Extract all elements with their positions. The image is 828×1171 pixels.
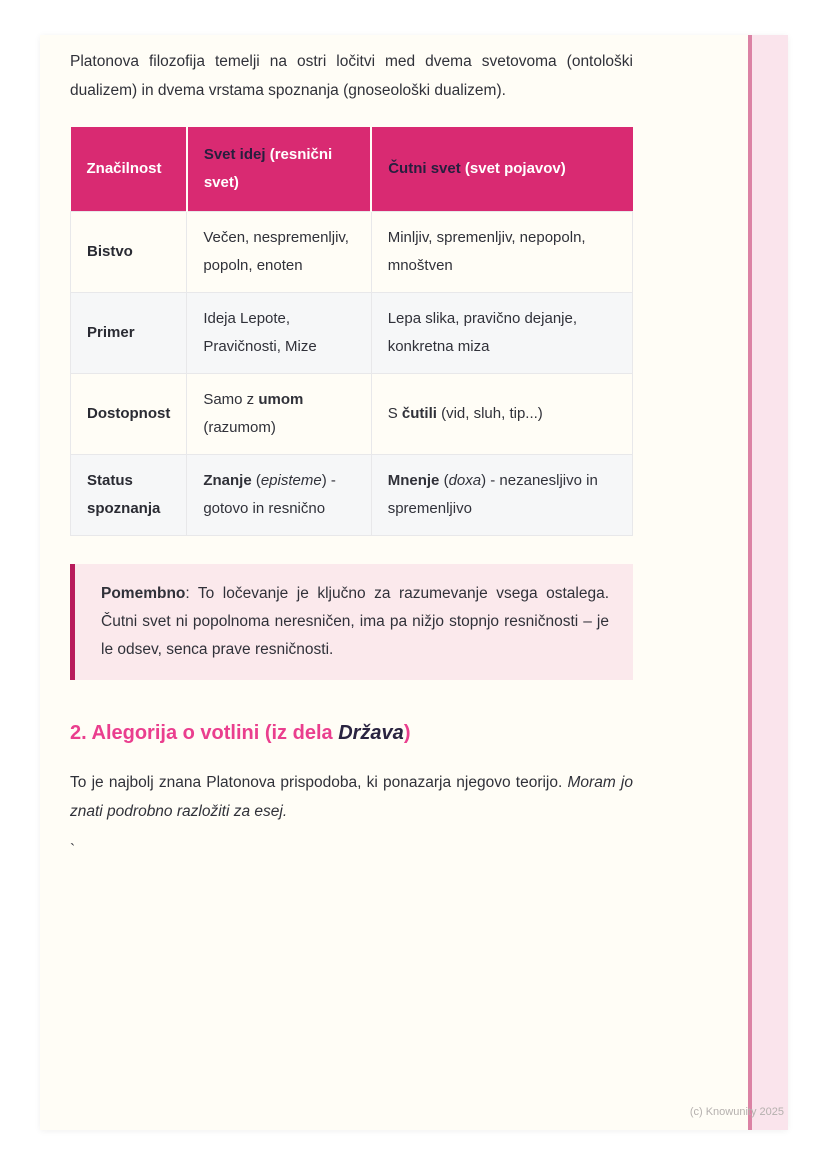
header-cell-znacilnost bbox=[71, 127, 187, 212]
header-cell-cutni-svet bbox=[371, 127, 632, 212]
cell-primer-cutni: Lepa slika, pravično dejanje, konkretna miza bbox=[371, 293, 632, 374]
header-label-rest: (svet pojavov) bbox=[464, 160, 566, 177]
comparison-table bbox=[70, 127, 633, 536]
text-segment: Samo z bbox=[203, 391, 259, 408]
text-segment: ( bbox=[439, 472, 449, 489]
table-body bbox=[71, 212, 633, 536]
header-label-bold: Svet idej bbox=[203, 146, 266, 163]
text-segment-bold: Znanje bbox=[203, 472, 252, 489]
table-row-primer bbox=[71, 293, 633, 374]
text-segment-bold: umom bbox=[258, 391, 304, 408]
header-label-bold: Čutni svet bbox=[388, 160, 461, 177]
callout-bold-label: Pomembno bbox=[101, 585, 186, 602]
table-row-bistvo bbox=[71, 212, 633, 293]
row-label: Dostopnost bbox=[71, 374, 187, 455]
text-segment-bold: Mnenje bbox=[387, 472, 440, 489]
stray-backtick: ` bbox=[70, 842, 76, 859]
cell-dostopnost-idej bbox=[187, 374, 371, 455]
page-content bbox=[70, 47, 633, 865]
heading-work-title: Država bbox=[338, 722, 404, 744]
text-segment-italic: doxa bbox=[448, 472, 482, 489]
document-page bbox=[40, 35, 788, 1130]
header-label-rest: (resnični svet) bbox=[203, 146, 333, 191]
table-row-status-spoznanja bbox=[71, 455, 633, 536]
text-segment-italic: episteme bbox=[260, 472, 322, 489]
table-header-row bbox=[71, 127, 633, 212]
section-heading bbox=[70, 720, 633, 746]
cell-bistvo-cutni: Minljiv, spremenljiv, nepopoln, mnoštven bbox=[371, 212, 632, 293]
row-label: Status spoznanja bbox=[71, 455, 187, 536]
page-side-stripe bbox=[748, 35, 788, 1130]
cell-dostopnost-cutni bbox=[371, 374, 632, 455]
text-segment: (razumom) bbox=[203, 419, 276, 436]
callout-text: : To ločevanje je ključno za razumevanje vsega ostalega. Čutni svet ni popolnoma neresničen, ima pa nižjo stopnjo resničnosti – je le odsev, senca prave resničnosti. bbox=[101, 585, 609, 658]
table-row-dostopnost bbox=[71, 374, 633, 455]
cell-bistvo-idej: Večen, nespremenljiv, popoln, enoten bbox=[187, 212, 371, 293]
paragraph-italic-note: Moram jo znati podrobno razložiti za esej. bbox=[70, 774, 633, 820]
row-label: Bistvo bbox=[71, 212, 187, 293]
cell-status-idej bbox=[187, 455, 371, 536]
header-label: Značilnost bbox=[86, 160, 162, 177]
heading-text: 2. Alegorija o votlini (iz dela bbox=[70, 722, 339, 744]
text-segment: S bbox=[387, 405, 402, 422]
text-segment-bold: čutili bbox=[401, 405, 437, 422]
text-segment: ) - gotovo in resnično bbox=[203, 472, 336, 517]
row-label: Primer bbox=[71, 293, 187, 374]
section-paragraph bbox=[70, 768, 633, 826]
text-segment: ( bbox=[251, 472, 261, 489]
text-segment: (vid, sluh, tip...) bbox=[436, 405, 543, 422]
copyright-notice: (c) Knowunity 2025 bbox=[689, 1106, 784, 1118]
text-segment: ) - nezanesljivo in spremenljivo bbox=[387, 472, 598, 517]
important-callout bbox=[70, 564, 633, 680]
cell-status-cutni bbox=[371, 455, 632, 536]
table-header bbox=[71, 127, 633, 212]
heading-text-close: ) bbox=[403, 722, 411, 744]
intro-paragraph: Platonova filozofija temelji na ostri ločitvi med dvema svetovoma (ontološki dualizem) in dvema vrstama spoznanja (gnoseološki dualizem). bbox=[70, 53, 633, 99]
paragraph-normal-text: To je najbolj znana Platonova prispodoba, ki ponazarja njegovo teorijo. bbox=[70, 774, 568, 791]
header-cell-svet-idej bbox=[187, 127, 371, 212]
cell-primer-idej: Ideja Lepote, Pravičnosti, Mize bbox=[187, 293, 371, 374]
